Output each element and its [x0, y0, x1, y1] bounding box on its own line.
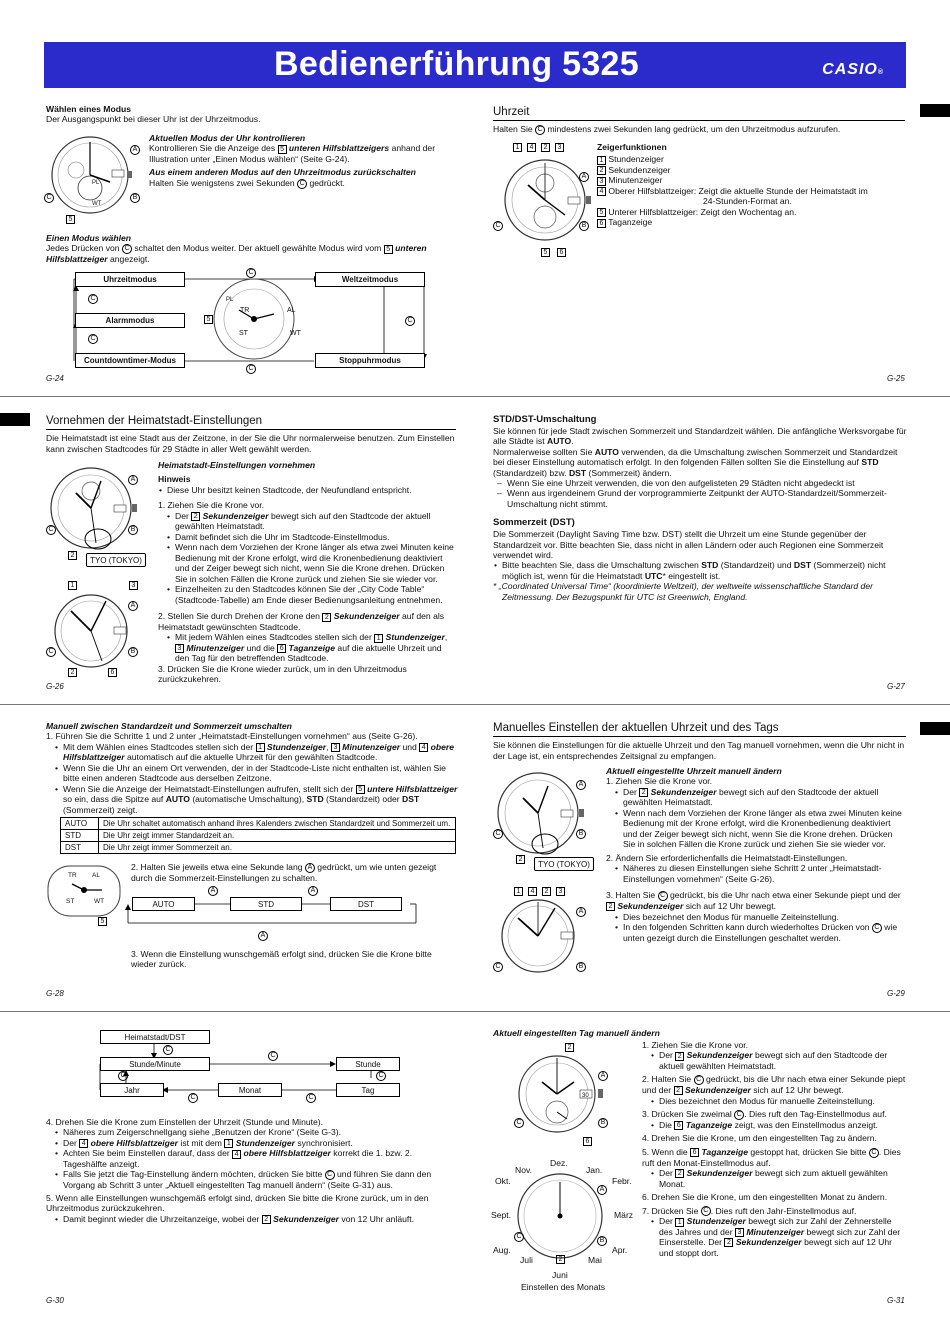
section-tab [920, 104, 950, 117]
g26-section: Vornehmen der Heimatstadt-Einstellungen Die Heimatstadt ist eine Stadt aus der Zeitzone, in der Sie die Uhr normalerweise benutzen. Zum Einstellen kann zwischen Stadtcodes für 29 Städte in aller Welt gewählt werden. [46, 415, 455, 454]
label-2: 2 [565, 1043, 574, 1052]
flow-day: Tag [336, 1083, 400, 1097]
hand-functions: Zeigerfunktionen 1 Stundenzeiger 2 Sekundenzeiger 3 Minutenzeiger 4 Oberer Hilfsblattzeiger: Zeigt die aktuelle Stunde der Heimatstadt im 24-Stunden-Format an. 5 Unterer Hilfsblattzeiger: Zeigt den Wochentag an. 6 Taganzeige [597, 142, 868, 228]
month-juli: Juli [520, 1255, 533, 1265]
dst-table [60, 817, 456, 854]
button-a-icon: A [208, 886, 218, 896]
month-jan: Jan. [586, 1165, 603, 1175]
button-a-icon: A [128, 475, 138, 485]
g24-select-mode: Einen Modus wählen Jedes Drücken von C schaltet den Modus weiter. Der aktuell gewählte Modus wird vom 5 unteren Hilfsblattzeiger angezeigt. [46, 233, 427, 265]
button-c-icon: C [88, 294, 98, 304]
button-a-icon: A [130, 145, 140, 155]
month-dez: Dez. [550, 1158, 568, 1168]
button-a-icon: A [128, 601, 138, 611]
button-c-icon: C [246, 268, 256, 278]
page-number: G-26 [46, 682, 64, 691]
label-5: 5 [541, 248, 550, 257]
label-2: 2 [556, 1255, 565, 1264]
g29-section: Manuelles Einstellen der aktuellen Uhrzeit und des Tags Sie können die Einstellungen für die aktuelle Uhrzeit und den Tag manuell vornehmen, wenn die Uhr nicht in der Lage ist, ein entsprechendes Zeitsignal zu empfangen. [493, 722, 905, 761]
label-6: 6 [108, 668, 117, 677]
month-maerz: März [614, 1210, 634, 1220]
button-a-icon: A [258, 931, 268, 941]
month-okt: Okt. [495, 1176, 511, 1186]
section-tab [0, 413, 30, 426]
button-c-icon: C [163, 1045, 173, 1055]
mode-alarm: Alarmmodus [75, 313, 185, 328]
label-2: 2 [68, 551, 77, 560]
mode-weltzeit: Weltzeitmodus [315, 272, 425, 287]
page-number: G-30 [46, 1296, 64, 1305]
month-sept: Sept. [491, 1210, 512, 1220]
month-juni: Juni [552, 1270, 568, 1280]
button-c-icon: C [514, 1232, 524, 1242]
g24-check-mode: Aktuellen Modus der Uhr kontrollieren Kontrollieren Sie die Anzeige des 5 unteren Hilfsblattzeigers anhand der Illustration unter „Einen Modus wählen“ (Seite G-24). Aus einem anderen Modus auf den Uhrzeitmodus zurückschalten Halten Sie wenigstens zwei Sekunden C gedrückt. [149, 133, 436, 188]
month-aug: Aug. [493, 1245, 511, 1255]
flow-hour: Stunde [336, 1057, 400, 1071]
button-b-icon: B [576, 829, 586, 839]
g24-intro: Wählen eines Modus Der Ausgangspunkt bei dieser Uhr ist der Uhrzeitmodus. [46, 104, 261, 125]
divider [0, 1011, 950, 1012]
brand-logo: CASIO® [822, 61, 884, 78]
hand-labels: 1 4 2 3 [514, 887, 574, 896]
button-c-icon: C [405, 316, 415, 326]
g29-steps: Aktuell eingestellte Uhrzeit manuell ändern 1. Ziehen Sie die Krone vor. • Der 2 Sekundenzeiger bewegt sich auf den Stadtcode der aktuell gewählten Heimatstadt. • Wenn nach dem Vorziehen der Krone länger als etwa zwei Minuten keine Bedienung mit der Krone erfolgt, wird die Kronenbedienung deaktiviert und der Zeiger bewegt sich nicht, wenn Sie die Krone drehen. Drücken Sie in solchen Fällen die Krone zurück und ziehen Sie sie wieder vor. 2. Ändern Sie erforderlichenfalls die Heimatstadt-Einstellungen. • Näheres zu diesen Einstellungen siehe Schritt 2 unter „Heimatstadt-Einstellungen vornehmen“ (Seite G-26). 3. Halten Sie C gedrückt, bis die Uhr nach etwa einer Sekunde piept und der 2 Sekundenzeiger sich auf 12 Uhr bewegt. • Dies bezeichnet den Modus für manuelle Zeiteinstellung. • In den folgenden Schritten kann durch wiederholtes Drücken von C wie unten gezeigt durch die Einstellungen geschaltet werden. [606, 766, 906, 943]
button-a-icon: A [597, 1185, 607, 1195]
g28-step3: 3. Wenn die Einstellung wunschgemäß erfolgt sind, drücken Sie die Krone bitte wieder zurück. [131, 949, 432, 970]
button-a-icon: A [579, 172, 589, 182]
button-b-icon: B [597, 1236, 607, 1246]
g31-subheading: Aktuell eingestellten Tag manuell ändern [493, 1028, 660, 1038]
label-2: 2 [516, 855, 525, 864]
dst-dst: DST [330, 897, 402, 911]
mode-countdown: Countdowntimer-Modus [75, 353, 185, 368]
button-b-icon: B [128, 525, 138, 535]
label-5: 5 [98, 917, 107, 926]
page-number: G-29 [887, 989, 905, 998]
button-c-icon: C [88, 334, 98, 344]
page-number: G-25 [887, 374, 905, 383]
flow-home-dst: Heimatstadt/DST [100, 1030, 210, 1044]
label-5: 5 [204, 315, 213, 324]
flow-year: Jahr [100, 1083, 164, 1097]
label-2: 2 [68, 668, 77, 677]
table-row: STD Die Uhr zeigt immer Standardzeit an. [61, 830, 456, 842]
button-c-icon: C [514, 1118, 524, 1128]
hand-labels: 1 3 [68, 581, 138, 590]
flow-month: Monat [218, 1083, 282, 1097]
watch-illustration [500, 155, 600, 250]
button-b-icon: B [128, 647, 138, 657]
mode-uhrzeit: Uhrzeitmodus [75, 272, 185, 287]
button-a-icon: A [576, 907, 586, 917]
section-tab [920, 722, 950, 735]
month-febr: Febr. [612, 1176, 632, 1186]
button-c-icon: C [493, 829, 503, 839]
button-c-icon: C [46, 647, 56, 657]
button-c-icon: C [493, 221, 503, 231]
page-number: G-27 [887, 682, 905, 691]
label-6: 6 [557, 248, 566, 257]
page-number: G-31 [887, 1296, 905, 1305]
table-row: AUTO Die Uhr schaltet automatisch anhand ihres Kalenders zwischen Standardzeit und Sommerzeit um. [61, 818, 456, 830]
city-code-label: TYO (TOKYO) [534, 857, 594, 871]
button-c-icon: C [246, 364, 256, 374]
page-title: Bedienerführung 5325 [274, 45, 639, 83]
dst-std: STD [230, 897, 302, 911]
button-b-icon: B [579, 221, 589, 231]
label-5: 5 [66, 215, 75, 224]
button-c-icon: C [46, 525, 56, 535]
month-dial-caption: Einstellen des Monats [521, 1282, 606, 1292]
button-a-icon: A [598, 1071, 608, 1081]
hand-labels-top: 1 4 2 3 [513, 143, 573, 152]
header-banner [44, 42, 906, 88]
dial-illustration [46, 862, 126, 920]
label-6: 6 [583, 1137, 592, 1146]
button-c-icon: C [118, 1071, 128, 1081]
button-a-icon: A [308, 886, 318, 896]
g31-steps: 1. Ziehen Sie die Krone vor. • Der 2 Sekundenzeiger bewegt sich auf den Stadtcode der aktuell gewählten Heimatstadt. 2. Halten Sie C gedrückt, bis die Uhr nach etwa einer Sekunde piept und der 2 Sekundenzeiger sich auf 12 Uhr bewegt. • Dies bezeichnet den Modus für manuelle Zeiteinstellung. 3. Drücken Sie zweimal C . Dies ruft den Tag-Einstellmodus auf. • Die 6 Taganzeige zeigt, was den Einstellmodus anzeigt. 4. Drehen Sie die Krone, um den eingestellten Tag zu ändern. 5. Wenn die 6 Taganzeige gestoppt hat, drücken Sie bitte C . Dies ruft den Monat-Einstellmodus auf. • Der 2 Sekundenzeiger bewegt sich zum aktuell gewählten Monat. 6. Drehen Sie die Krone, um den eingestellten Monat zu ändern. 7. Drücken Sie C . Dies ruft den Jahr-Einstellmodus auf. • Der 1 Stundenzeiger bewegt sich zur Zahl der Zehnerstelle des Jahres und der 3 Minutenzeiger bewegt sich zur Zahl der Einserstelle. Der 2 Sekundenzeiger bewegt sich auf 12 Uhr und stoppt dort. [642, 1040, 907, 1258]
watch-illustration [512, 1052, 612, 1140]
dst-auto: AUTO [132, 897, 195, 911]
divider [0, 704, 950, 705]
button-c-icon: C [44, 193, 54, 203]
divider [0, 396, 950, 397]
g28-section: Manuell zwischen Standardzeit und Sommerzeit umschalten 1. Führen Sie die Schritte 1 und 2 unter „Heimatstadt-Einstellungen vornehmen“ aus (Seite G-26). • Mit dem Wählen eines Stadtcodes stellen sich der 1 Stundenzeiger, 3 Minutenzeiger und 4 obere Hilfsblattzeiger automatisch auf die aktuelle Uhrzeit für den gewählten Stadtcode. • Wenn Sie die Uhr an einem Ort verwenden, der in der Stadtcode-Liste nicht enthalten ist, wählen Sie bitte einen anderen Stadtcode aus derselben Zeitzone. • Wenn Sie die Anzeige der Heimatstadt-Einstellungen aufrufen, stellt sich der 5 untere Hilfsblattzeiger so ein, dass die Spitze auf AUTO (automatische Umschaltung), STD (Standardzeit) oder DST (Sommerzeit) zeigt. AUTO Die Uhr schaltet automatisch anhand ihres Kalenders zwischen Standardzeit und Sommerzeit um. STD Die Uhr zeigt immer Standardzeit an. DST Die Uhr zeigt immer Sommerzeit an. [46, 721, 458, 854]
button-c-icon: C [306, 1093, 316, 1103]
button-c-icon: C [188, 1093, 198, 1103]
g28-step2: 2. Halten Sie jeweils etwa eine Sekunde lang A gedrückt, um wie unten gezeigt durch die Sommerzeit-Einstellungen zu schalten. [131, 862, 437, 883]
button-c-icon: C [268, 1051, 278, 1061]
button-b-icon: B [576, 962, 586, 972]
dst-flow-arrows [120, 885, 420, 945]
mode-stoppuhr: Stoppuhrmodus [315, 353, 425, 368]
month-dial [512, 1168, 612, 1268]
button-c-icon: C [376, 1071, 386, 1081]
month-apr: Apr. [612, 1245, 628, 1255]
city-code-label: TYO (TOKYO) [86, 553, 146, 567]
month-mai: Mai [588, 1255, 602, 1265]
g30-steps: 4. Drehen Sie die Krone zum Einstellen der Uhrzeit (Stunde und Minute). • Näheres zum Zeigerschnellgang siehe „Benutzen der Krone“ (Seite G-3). • Der 4 obere Hilfsblattzeiger ist mit dem 1 Stundenzeiger synchronisiert. • Achten Sie beim Einstellen darauf, dass der 4 obere Hilfsblattzeiger korrekt die 1. bzw. 2. Tageshälfte anzeigt. • Falls Sie jetzt die Tag-Einstellung ändern möchten, drücken Sie bitte C und führen Sie dann den Vorgang ab Schritt 3 unter „Aktuell eingestellten Tag manuell ändern“ (Seite G-31) aus. 5. Wenn alle Einstellungen wunschgemäß erfolgt sind, drücken Sie bitte die Krone zurück, um in den Uhrzeitmodus zurückzukehren. • Damit beginnt wieder die Uhrzeitanzeige, wobei der 2 Sekundenzeiger von 12 Uhr anläuft. [46, 1117, 458, 1224]
button-a-icon: A [576, 780, 586, 790]
page-number: G-24 [46, 374, 64, 383]
button-b-icon: B [598, 1118, 608, 1128]
g26-steps: Heimatstadt-Einstellungen vornehmen Hinweis • Diese Uhr besitzt keinen Stadtcode, der Neufundland entspricht. 1. Ziehen Sie die Krone vor. • Der 2 Sekundenzeiger bewegt sich auf den Stadtcode der aktuell gewählten Heimatstadt. • Damit befindet sich die Uhr im Stadtcode-Einstellmodus. • Wenn nach dem Vorziehen der Krone länger als etwa zwei Minuten keine Bedienung mit der Krone erfolgt, wird die Kronenbedienung deaktiviert und der Zeiger bewegt sich nicht, wenn Sie die Krone drehen. Drücken Sie in solchen Fällen die Krone zurück und ziehen Sie sie wieder vor. • Einzelheiten zu den Stadtcodes können Sie der „City Code Table“ (Stadtcode-Tabelle) am Ende dieser Bedienungsanleitung entnehmen. 2. Stellen Sie durch Drehen der Krone den 2 Sekundenzeiger auf den als Heimatstadt gewünschten Stadtcode. • Mit jedem Wählen eines Stadtcodes stellen sich der 1 Stundenzeiger, 3 Minutenzeiger und die 6 Taganzeige auf die aktuelle Uhrzeit und den Tag für den betreffenden Stadtcode. 3. Drücken Sie die Krone wieder zurück, um in den Uhrzeitmodus zurückzukehren. [158, 460, 458, 685]
button-c-icon: C [493, 962, 503, 972]
table-row: DST Die Uhr zeigt immer Sommerzeit an. [61, 842, 456, 854]
page-number: G-28 [46, 989, 64, 998]
month-nov: Nov. [515, 1165, 533, 1175]
flow-hour-minute: Stunde/Minute [100, 1057, 210, 1071]
g27-section: STD/DST-Umschaltung Sie können für jede Stadt zwischen Sommerzeit und Standardzeit wählen. Die anfängliche Werksvorgabe für alle Städte ist AUTO. Normalerweise sollten Sie AUTO verwenden, da die Umschaltung zwischen Sommerzeit und Standardzeit bei dieser Einstellung automatisch erfolgt. In den folgenden Fällen sollten Sie die Einstellung auf STD (Standardzeit) bzw. DST (Sommerzeit) ändern. – Wenn Sie eine Uhrzeit verwenden, die von den aufgelisteten 29 Städten nicht abgedeckt ist – Wenn aus irgendeinem Grund der vorprogrammierte Zeitpunkt der AUTO-Standardzeit/Sommerzeit-Umschaltung nicht stimmt. Sommerzeit (DST) Die Sommerzeit (Daylight Saving Time bzw. DST) stellt die Uhrzeit um eine Stunde gegenüber der Standardzeit vor. Bitte beachten Sie, dass nicht in allen Ländern oder auch Regionen eine Sommerzeit verwendet wird. • Bitte beachten Sie, dass die Umschaltung zwischen STD (Standardzeit) und DST (Sommerzeit) nicht möglich ist, wenn für die Heimatstadt UTC* eingestellt ist. * „Coordinated Universal Time“ (koordinierte Weltzeit), der weltweite wissenschaftliche Standard der Zeitmessung. Der Bezugspunkt für UTC ist Greenwich, England. [493, 414, 908, 602]
button-b-icon: B [130, 193, 140, 203]
g25-section: Uhrzeit Halten Sie C mindestens zwei Sekunden lang gedrückt, um den Uhrzeitmodus aufzurufen. [493, 105, 905, 135]
